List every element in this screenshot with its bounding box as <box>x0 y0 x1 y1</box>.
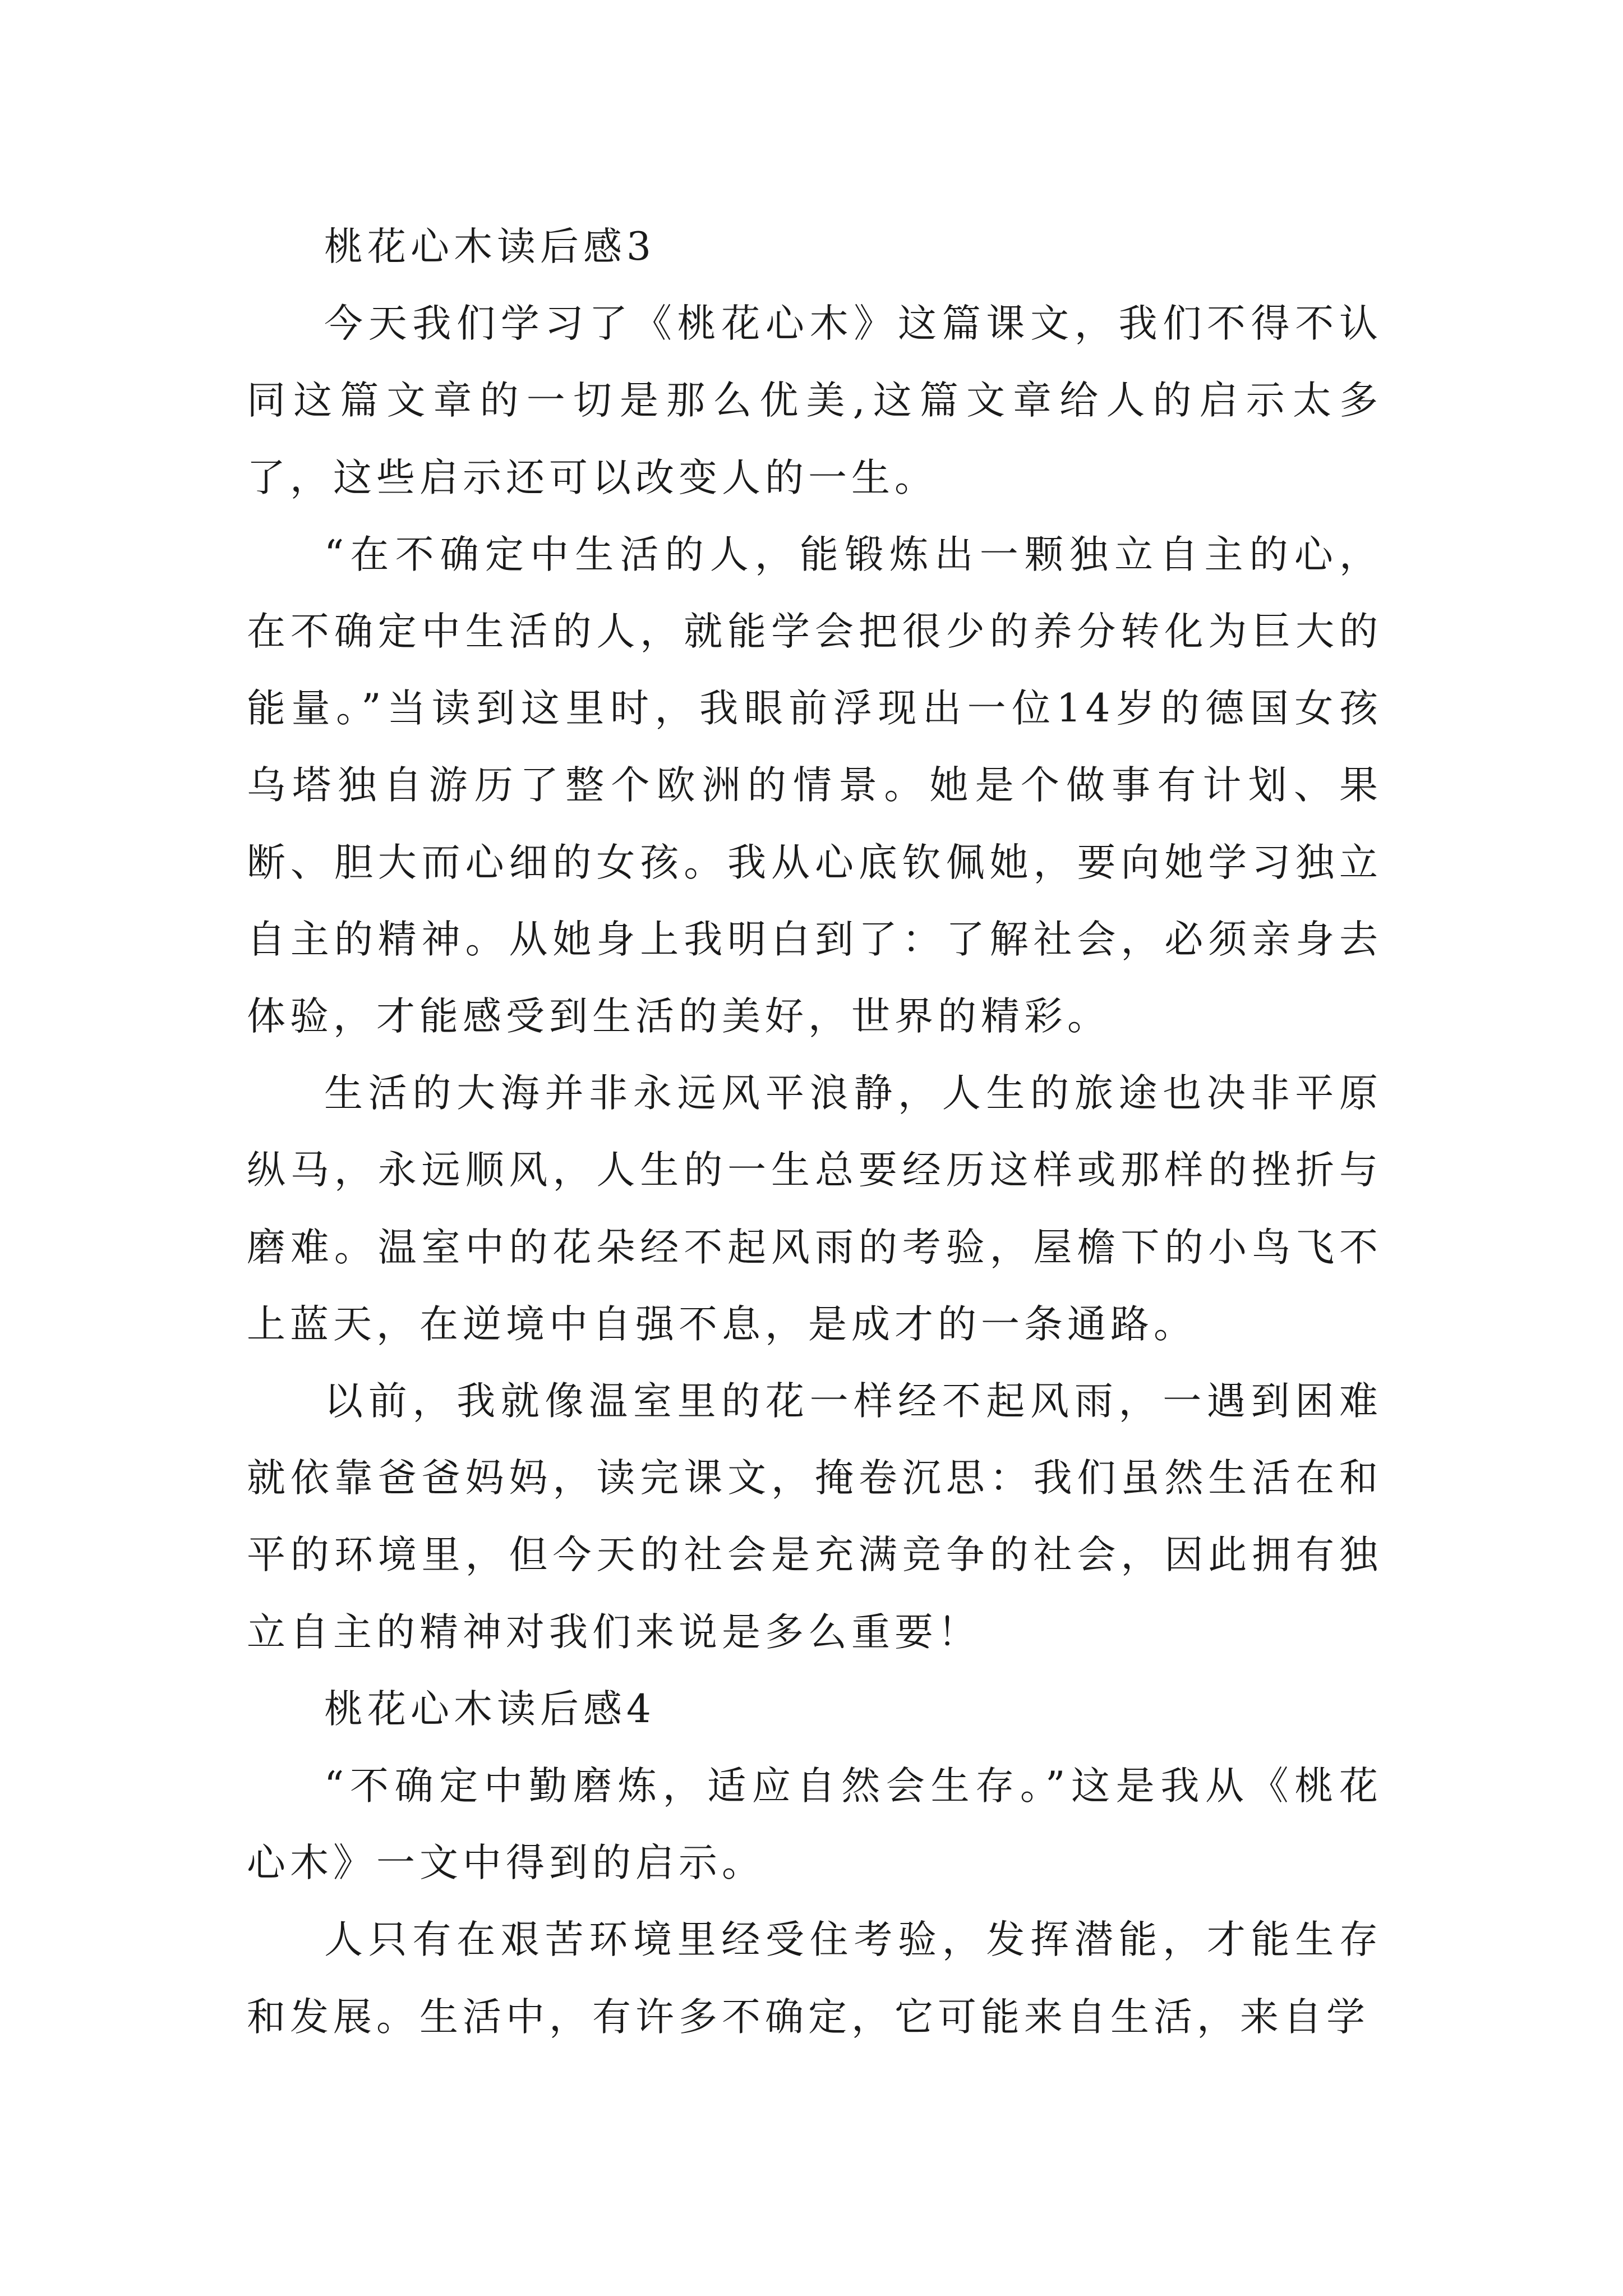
section-heading: 桃花心木读后感3 <box>324 224 656 269</box>
paragraph: “在不确定中生活的人，能锻炼出一颗独立自主的心，在不确定中生活的人，就能学会把很少的养分转化为巨大的能量。”当读到这里时，我眼前浮现出一位14岁的德国女孩乌塔独自游历了整个欧洲的情景。她是个做事有计划、果断、胆大而心细的女孩。我从心底钦佩她，要向她学习独立自主的精神。从她身上我明白到了：了解社会，必须亲身去体验，才能感受到生活的美好，世界的精彩。 <box>247 532 1382 1039</box>
paragraph: 今天我们学习了《桃花心木》这篇课文，我们不得不认同这篇文章的一切是那么优美,这篇文章给人的启示太多了，这些启示还可以改变人的一生。 <box>247 301 1382 500</box>
section-heading: 桃花心木读后感4 <box>324 1686 656 1732</box>
paragraph: 以前，我就像温室里的花一样经不起风雨，一遇到困难就依靠爸爸妈妈，读完课文，掩卷沉思：我们虽然生活在和平的环境里，但今天的社会是充满竞争的社会，因此拥有独立自主的精神对我们来说是多么重要！ <box>247 1379 1382 1655</box>
paragraph: 人只有在艰苦环境里经受住考验，发挥潜能，才能生存和发展。生活中，有许多不确定，它可能来自生活，来自学 <box>247 1917 1382 2040</box>
paragraph: 生活的大海并非永远风平浪静，人生的旅途也决非平原纵马，永远顺风，人生的一生总要经历这样或那样的挫折与磨难。温室中的花朵经不起风雨的考验，屋檐下的小鸟飞不上蓝天，在逆境中自强不息，是成才的一条通路。 <box>247 1071 1382 1347</box>
paragraph: “不确定中勤磨炼，适应自然会生存。”这是我从《桃花心木》一文中得到的启示。 <box>247 1764 1382 1886</box>
document-body <box>247 209 1382 2056</box>
